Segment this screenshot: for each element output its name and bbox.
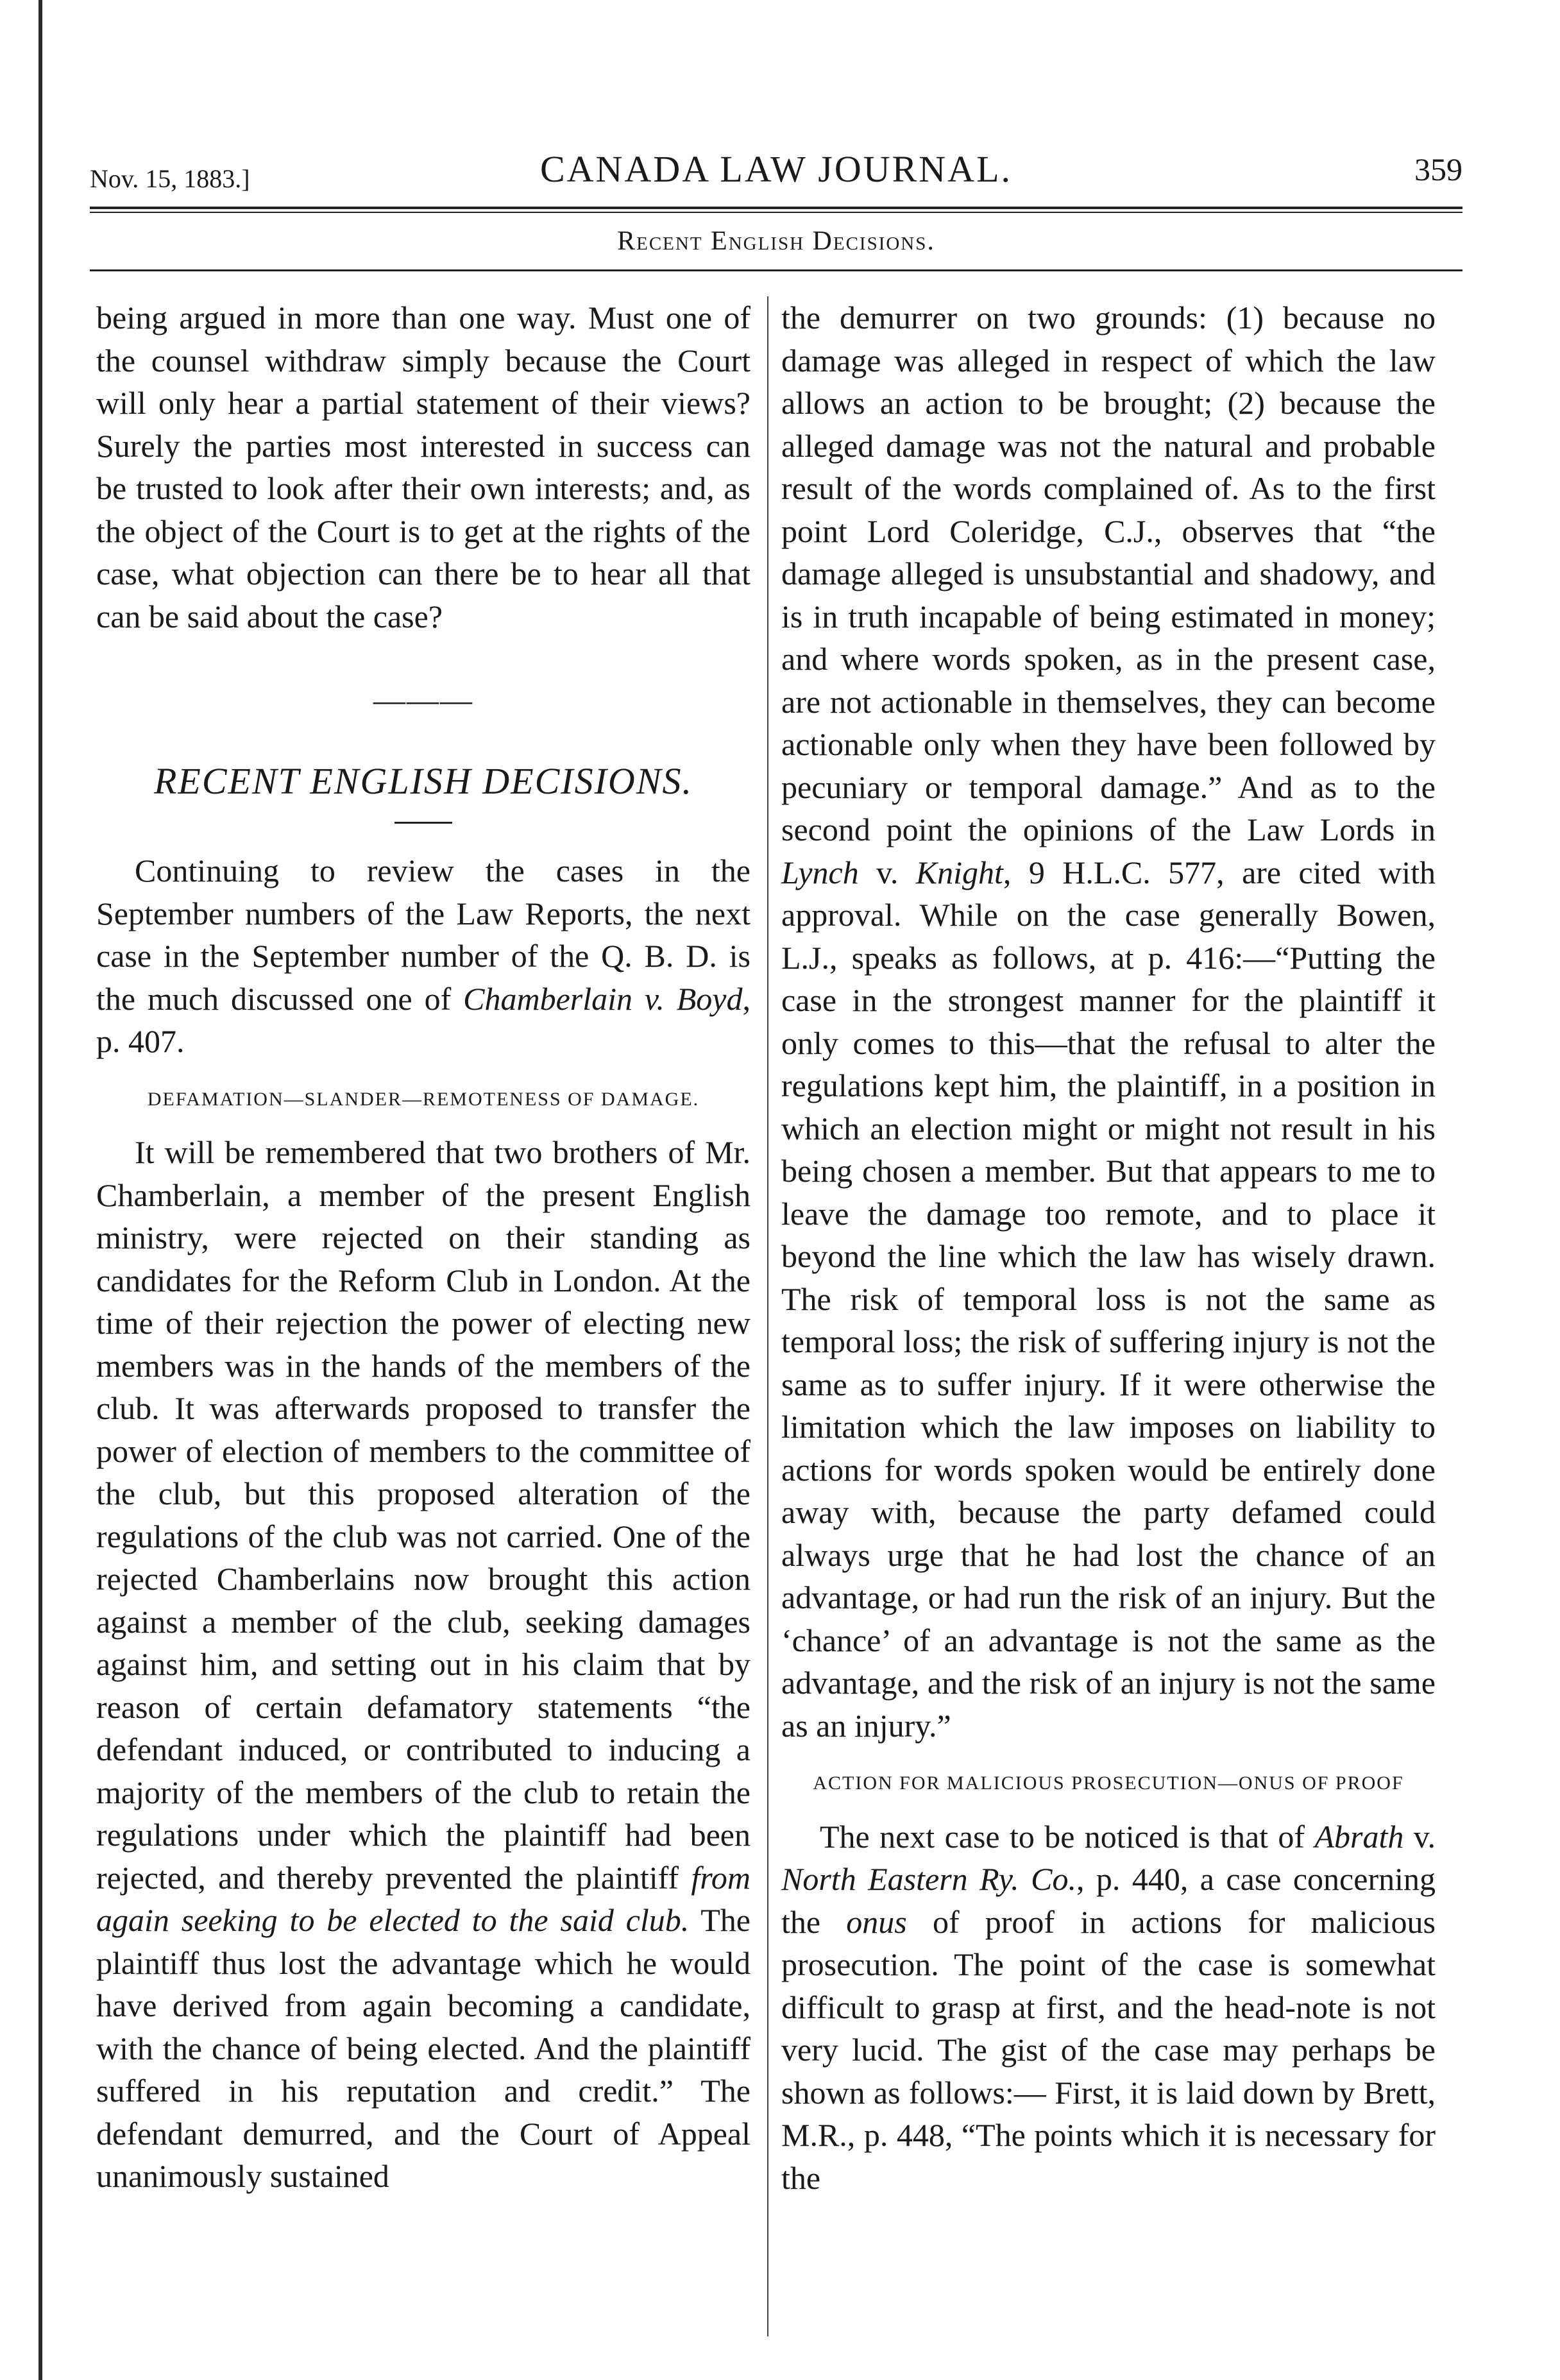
right-column [781,296,1436,2199]
right-text-1: the demurrer on two grounds: (1) because no damage was alleged in respect of which the law allows an action to be brought; (2) because the alleged damage was not the natural and probable result of the words complained of. As to the first point Lord Coleridge, C.J., observes that “the damage alleged is unsubstantial and shadowy, and is in truth incapable of being estimated in money; and where words spoken, as in the present case, are not actionable in themselves, they can become actionable only when they have been followed by pecuniary or temporal damage.” And as to the second point the opinions of the Law Lords in [781,300,1436,847]
header-double-rule [90,207,1462,213]
journal-title: CANADA LAW JOURNAL. [539,148,1012,190]
body-text: It will be remembered that two brothers of Mr. Chamberlain, a member of the present English ministry, were rejected on their standing as candidates for the Reform Club in London. At the time of their rejection the power of electing new members was in the hands of the members of the club. It was afterwards proposed to transfer the power of election of members to the committee of the club, but this proposed alteration of the regulations of the club was not carried. One of the rejected Chamberlains now brought this action against a member of the club, seeking damages against him, and setting out in his claim that by reason of certain defamatory statements “the defendant induced, or contributed to inducing a majority of the members of the club to retain the regulations under which the plaintiff had been rejected, and thereby prevented the plaintiff [96,1134,750,1896]
subhead-defamation: DEFAMATION—SLANDER—REMOTENESS OF DAMAGE. [147,1088,700,1110]
right-text-1-end: , 9 H.L.C. 577, are cited with approval. While on the case generally Bowen, L.J., speaks as follows, at p. 416:—“Putting the case in the strongest manner for the plaintiff it only comes to this—that the refusal to alter the regulations kept him, the plaintiff, in a position in which an election might or might not result in his being chosen a member. But that appears to me to leave the damage too remote, and to place it beyond the line which the law has wisely drawn. The risk of temporal loss is not the same as temporal loss; the risk of suffering injury is not the same as to suffer injury. If it were otherwise the limitation which the law imposes on liability to actions for words spoken would be entirely done away with, because the party defamed could always urge that he had lost the chance of an advantage, or had run the risk of an injury. But the ‘chance’ of an advantage is not the same as the advantage, and the risk of an injury is not the same as an injury.” [781,854,1436,1744]
versus-1: v. [858,854,916,890]
subhead-malicious-prosecution: ACTION FOR MALICIOUS PROSECUTION—ONUS OF PROOF [813,1772,1404,1794]
right-paragraph-2 [781,1815,1436,2200]
intro-text: Continuing to review the cases in the September numbers of the Law Reports, the next case in the September number of the Q. B. D. is the much discussed one of [96,853,750,1017]
case-name-abrath: Abrath [1314,1818,1404,1855]
section-rule [90,269,1462,271]
onus-word: onus [846,1903,907,1940]
running-header [90,144,1462,202]
page-number: 359 [1414,151,1462,187]
body-paragraph [96,1131,750,2198]
header-date: Nov. 15, 1883.] [90,164,250,193]
right-paragraph-1 [781,296,1436,1747]
left-column [96,296,750,2198]
article-title: RECENT ENGLISH DECISIONS. [153,760,693,802]
intro-citation: , p. 407. [96,980,750,1059]
right-text-2-end: of proof in actions for malicious prosecution. The point of the case is somewhat difficult to grasp at first, and the head-note is not very lucid. The gist of the case may perhaps be shown as follows:— First, it is laid down by Brett, M.R., p. 448, “The points which it is necessary for the [781,1903,1436,2196]
intro-paragraph [96,849,750,1063]
case-name-lynch: Lynch [781,854,859,890]
case-name-chamberlain: Chamberlain v. Boyd [463,980,743,1017]
case-name-north-eastern: North Eastern Ry. Co. [781,1861,1076,1897]
column-divider [767,296,768,2336]
versus-2: v. [1403,1818,1436,1855]
page-margin-rule [38,0,42,2380]
body-italic: from again seeking to be elected to the said club. [96,1859,751,1938]
body-text-end: The plaintiff thus lost the advantage which he would have derived from again becoming a candidate, with the chance of being elected. And the plaintiff suffered in his reputation and credit.” The defendant demurred, and the Court of Appeal unanimously sustained [96,1902,750,2194]
section-heading: Recent English Decisions. [617,226,935,256]
case-name-knight: Knight [915,854,1003,890]
right-text-2-start: The next case to be noticed is that of [820,1818,1305,1855]
title-rule [394,822,452,824]
separator-dash: ——— [373,682,473,718]
continued-paragraph: being argued in more than one way. Must one of the counsel withdraw simply because the Court will only hear a partial statement of their views? Surely the parties most interested in success can be trusted to look after their own interests; and, as the object of the Court is to get at the rights of the case, what objection can there be to hear all that can be said about the case? [96,300,750,634]
right-text-2-mid: , p. 440, a case concerning the [781,1861,1436,1940]
